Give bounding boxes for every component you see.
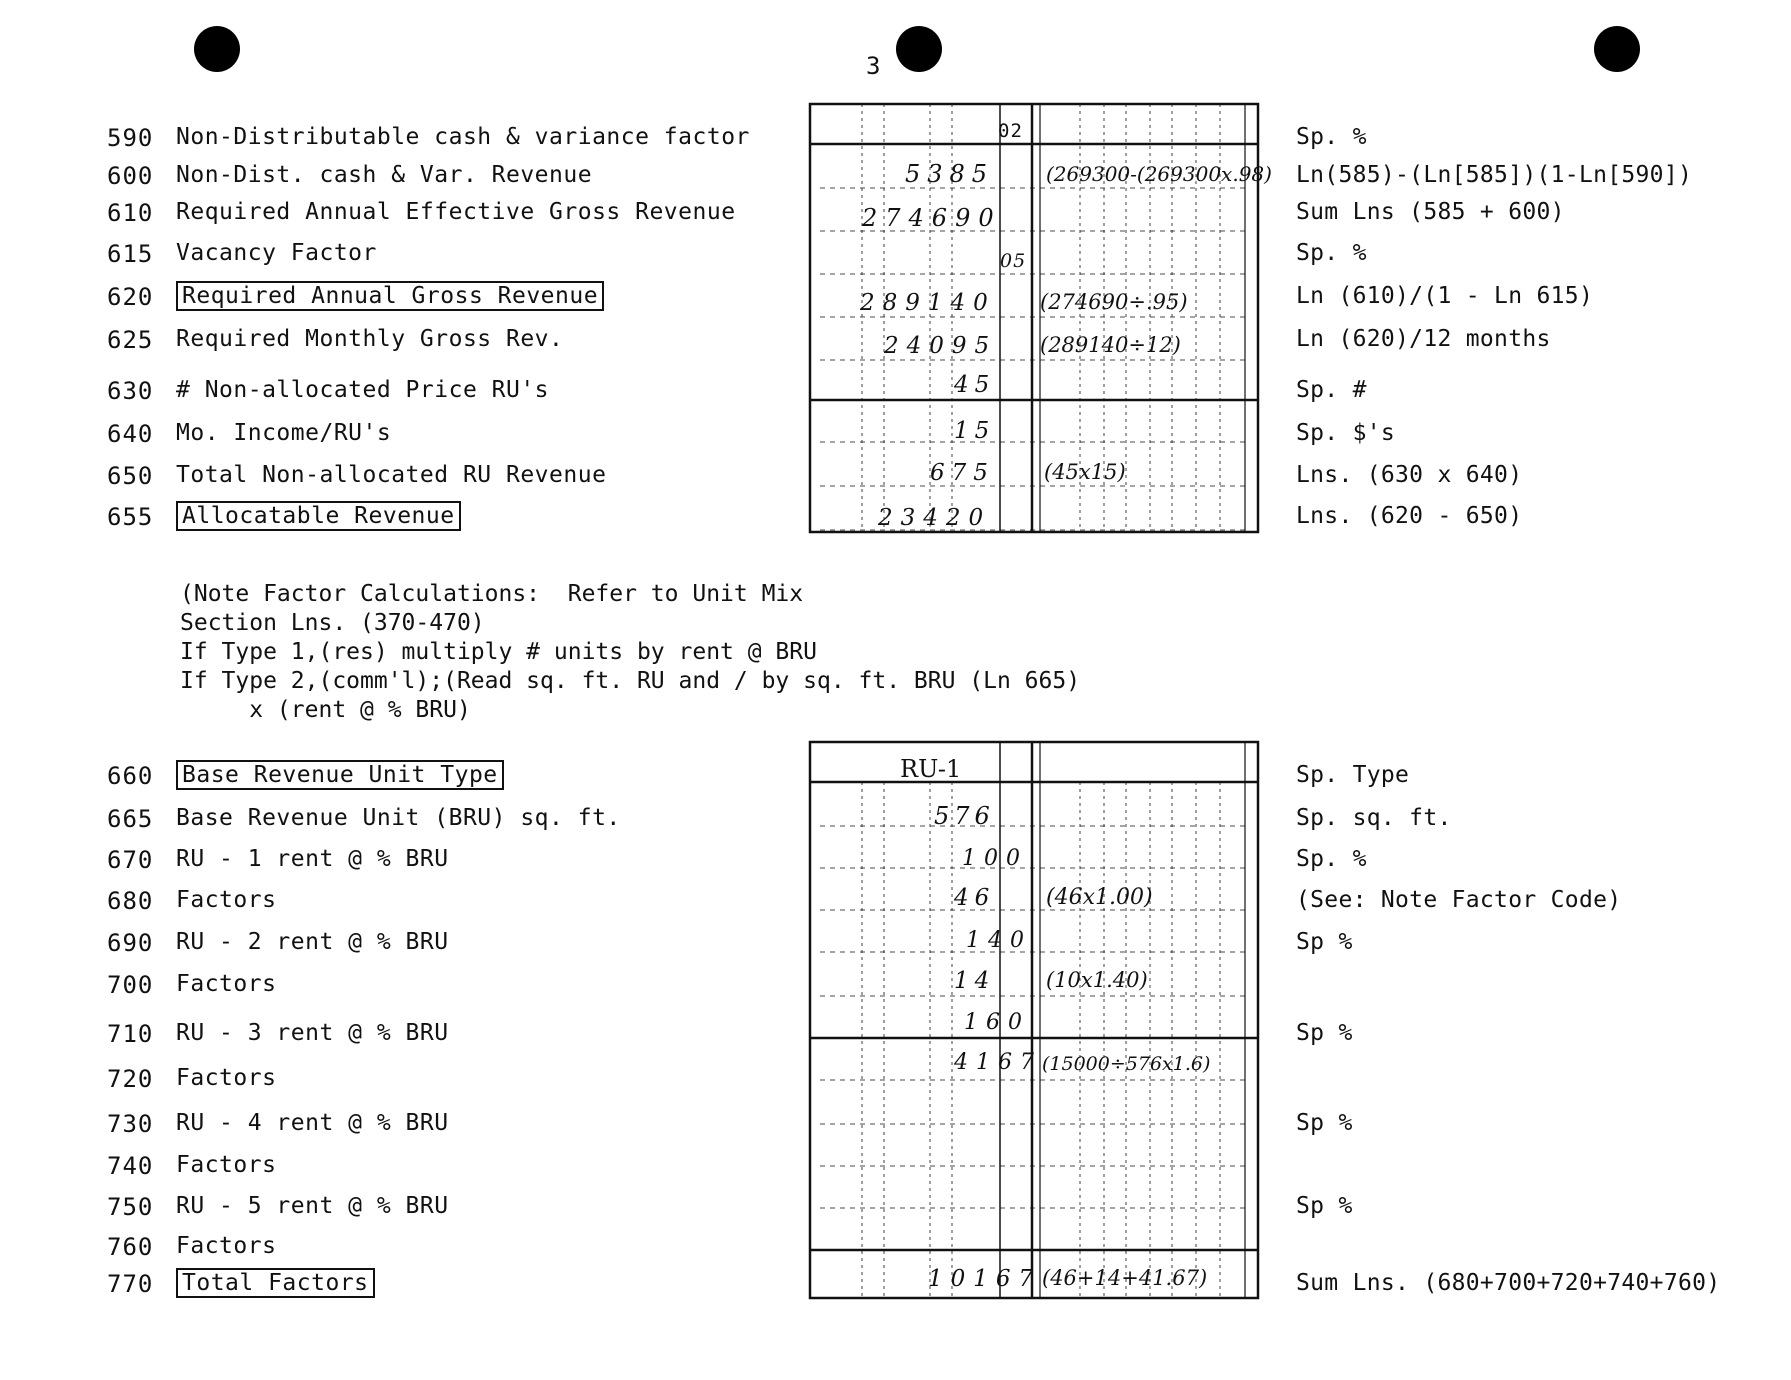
line-number: 720 (107, 1065, 154, 1093)
entry-value: 24095 (884, 333, 998, 359)
line-formula: (See: Note Factor Code) (1296, 887, 1622, 913)
note-line: If Type 2,(comm'l);(Read sq. ft. RU and / by sq. ft. BRU (Ln 665) (180, 668, 1081, 694)
line-description-boxed (176, 762, 504, 788)
form-row (0, 971, 1791, 1001)
line-number: 660 (107, 762, 154, 790)
form-row (0, 1193, 1791, 1223)
form-row (0, 805, 1791, 835)
form-row (0, 462, 1791, 492)
line-number: 690 (107, 929, 154, 957)
entry-calc-note: (46+14+41.67) (1042, 1266, 1208, 1290)
entry-value: 14 (954, 968, 996, 994)
line-description: Factors (176, 1233, 277, 1259)
entry-value: 160 (964, 1010, 1030, 1035)
form-row (0, 240, 1791, 270)
line-formula: Sp. # (1296, 377, 1367, 403)
note-line: Section Lns. (370-470) (180, 610, 485, 636)
line-number: 730 (107, 1110, 154, 1138)
note-line: x (rent @ % BRU) (180, 697, 471, 723)
grid-column-header: RU-1 (900, 755, 962, 783)
line-number: 590 (107, 124, 154, 152)
line-description: RU - 4 rent @ % BRU (176, 1110, 449, 1136)
entry-calc-note: (15000÷576x1.6) (1042, 1053, 1211, 1075)
entry-calc-note: (289140÷12) (1040, 333, 1181, 357)
form-row (0, 1110, 1791, 1140)
line-formula: Sum Lns (585 + 600) (1296, 199, 1565, 225)
line-formula: Sp % (1296, 1110, 1353, 1136)
entry-value: 576 (934, 802, 995, 830)
line-formula: Sp. % (1296, 124, 1367, 150)
line-formula: Ln (610)/(1 - Ln 615) (1296, 283, 1594, 309)
line-formula: Sum Lns. (680+700+720+740+760) (1296, 1270, 1721, 1296)
line-description: Non-Distributable cash & variance factor (176, 124, 750, 150)
entry-value: 4167 (954, 1050, 1042, 1075)
line-description: RU - 3 rent @ % BRU (176, 1020, 449, 1046)
form-row (0, 1065, 1791, 1095)
boxed-label: Total Factors (176, 1268, 375, 1298)
form-row (0, 762, 1791, 792)
line-formula: Sp % (1296, 1193, 1353, 1219)
line-description-boxed (176, 503, 461, 529)
line-description: Factors (176, 1065, 277, 1091)
line-formula: Sp. $'s (1296, 420, 1396, 446)
line-number: 610 (107, 199, 154, 227)
entry-value: 10167 (928, 1266, 1042, 1292)
form-row (0, 377, 1791, 407)
boxed-label: Required Annual Gross Revenue (176, 281, 604, 311)
entry-value: 289140 (860, 290, 996, 316)
note-line: If Type 1,(res) multiply # units by rent @ BRU (180, 639, 817, 665)
line-description: Vacancy Factor (176, 240, 377, 266)
entry-value: 140 (966, 928, 1032, 953)
form-row (0, 1233, 1791, 1263)
line-description: Factors (176, 1152, 277, 1178)
line-number: 630 (107, 377, 154, 405)
line-formula: Lns. (620 - 650) (1296, 503, 1523, 529)
line-description: Required Annual Effective Gross Revenue (176, 199, 736, 225)
line-formula: Lns. (630 x 640) (1296, 462, 1523, 488)
line-description: RU - 2 rent @ % BRU (176, 929, 449, 955)
form-row (0, 887, 1791, 917)
line-formula: Sp. % (1296, 846, 1367, 872)
line-number: 600 (107, 162, 154, 190)
line-number: 750 (107, 1193, 154, 1221)
boxed-label: Base Revenue Unit Type (176, 760, 504, 790)
note-line: (Note Factor Calculations: Refer to Unit Mix (180, 581, 804, 607)
line-description: Mo. Income/RU's (176, 420, 392, 446)
line-description: Factors (176, 971, 277, 997)
line-number: 665 (107, 805, 154, 833)
form-row (0, 124, 1791, 154)
form-row (0, 929, 1791, 959)
line-number: 770 (107, 1270, 154, 1298)
entry-value: 100 (962, 846, 1028, 871)
line-description-boxed (176, 283, 604, 309)
entry-calc-note: (274690÷.95) (1040, 290, 1188, 314)
line-number: 670 (107, 846, 154, 874)
line-number: 640 (107, 420, 154, 448)
entry-calc-note: (10x1.40) (1046, 968, 1148, 992)
entry-calc-note: (45x15) (1044, 460, 1126, 484)
line-number: 650 (107, 462, 154, 490)
form-row (0, 420, 1791, 450)
line-number: 760 (107, 1233, 154, 1261)
entry-value: 02 (998, 120, 1023, 142)
entry-value: 675 (930, 460, 995, 486)
form-row (0, 1152, 1791, 1182)
form-row (0, 846, 1791, 876)
line-formula: Ln (620)/12 months (1296, 326, 1551, 352)
entry-value: 15 (954, 418, 996, 444)
line-description: RU - 1 rent @ % BRU (176, 846, 449, 872)
line-description: Factors (176, 887, 277, 913)
line-description: Non-Dist. cash & Var. Revenue (176, 162, 593, 188)
line-description: Required Monthly Gross Rev. (176, 326, 564, 352)
line-description: RU - 5 rent @ % BRU (176, 1193, 449, 1219)
line-number: 655 (107, 503, 154, 531)
line-number: 740 (107, 1152, 154, 1180)
page-number: 3 (866, 52, 881, 80)
line-number: 615 (107, 240, 154, 268)
entry-calc-note: (269300-(269300x.98) (1046, 162, 1272, 186)
line-formula: Sp. sq. ft. (1296, 805, 1452, 831)
line-number: 625 (107, 326, 154, 354)
form-row (0, 162, 1791, 192)
line-formula: Sp. Type (1296, 762, 1410, 788)
line-formula: Sp. % (1296, 240, 1367, 266)
entry-value: 5385 (905, 160, 995, 188)
entry-value: 274690 (862, 204, 1002, 232)
line-description-boxed (176, 1270, 375, 1296)
line-number: 710 (107, 1020, 154, 1048)
form-row (0, 1020, 1791, 1050)
boxed-label: Allocatable Revenue (176, 501, 461, 531)
line-formula: Sp % (1296, 1020, 1353, 1046)
factor-calculation-note (180, 580, 1080, 725)
entry-value: 45 (954, 372, 996, 398)
line-number: 700 (107, 971, 154, 999)
line-formula: Sp % (1296, 929, 1353, 955)
line-description: Base Revenue Unit (BRU) sq. ft. (176, 805, 621, 831)
line-formula: Ln(585)-(Ln[585])(1-Ln[590]) (1296, 162, 1693, 188)
entry-value: 46 (954, 885, 996, 911)
form-row (0, 1270, 1791, 1300)
entry-value: 05 (1000, 250, 1027, 272)
line-number: 620 (107, 283, 154, 311)
entry-calc-note: (46x1.00) (1046, 885, 1153, 910)
line-number: 680 (107, 887, 154, 915)
line-description: # Non-allocated Price RU's (176, 377, 550, 403)
line-description: Total Non-allocated RU Revenue (176, 462, 607, 488)
entry-value: 23420 (878, 505, 992, 531)
